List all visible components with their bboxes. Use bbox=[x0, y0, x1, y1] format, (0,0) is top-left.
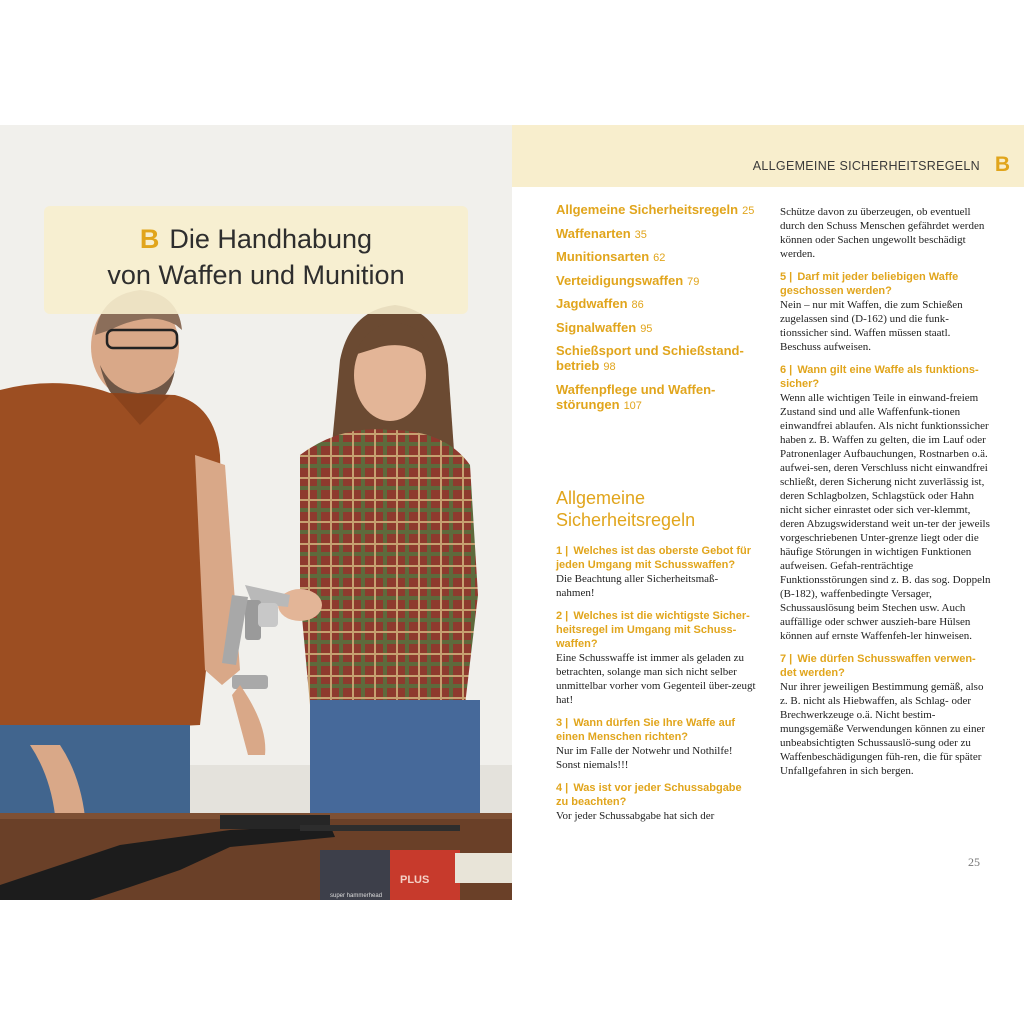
question-text: Was ist vor jeder Schussabgabe zu beachten? bbox=[556, 782, 742, 808]
qa-block bbox=[556, 609, 756, 707]
toc-item-page: 98 bbox=[603, 361, 616, 373]
toc-item[interactable] bbox=[556, 320, 756, 337]
question bbox=[780, 270, 992, 298]
question-text: Darf mit jeder beliebigen Waffe geschossen werden? bbox=[780, 271, 959, 297]
qa-block bbox=[780, 270, 992, 354]
box-label-hammerhead: super hammerhead bbox=[330, 893, 383, 899]
chapter-photo bbox=[0, 125, 512, 900]
answer-text: Wenn alle wichtigen Teile in einwand-freiem Zustand sind und alle Waffenfunk-tionen einwandfrei ablaufen. Als nicht funktionssicher haben z. B. Waffen zu gelten, die im Lauf oder Patronenlager Aufbauchungen, Rostnarben o.ä. aufwei-sen, deren Verschluss nicht einwandfrei schließt, deren Sicherung nicht zuverlässig ist, deren Schlagbolzen, Schlagstück oder Hahn nicht sicher einrastet oder sich ver-klemmt, deren Abzugswiderstand weit un-ter der jeweils vorgeschriebenen Unter-grenze liegt oder die häufige Störungen in wichtigen Funktionen aufweisen. Gefah-renträchtige Funktionsstörungen sind z. B. das sog. Doppeln (B-182), waffenbedingte Versager, Schussauslösung beim Stechen usw. Auch auffällige oder schwer auszieh-bare Hülsen können auf ernste Waffenfeh-ler hinweisen. bbox=[780, 392, 991, 642]
chapter-title-text1: Die Handhabung bbox=[169, 224, 373, 254]
toc-item-label: Schießsport und Schießstand-betrieb bbox=[556, 343, 744, 373]
toc-item-page: 25 bbox=[742, 205, 755, 217]
question bbox=[556, 544, 756, 572]
answer-text: Nur ihrer jeweiligen Bestimmung gemäß, also z. B. nicht als Hiebwaffen, als Schlag- oder Brechwerkzeuge o.ä. Nicht bestim-mungsgemäße Verwendungen können zu einer unbeabsichtigten Schussauslö-sung oder zu Waffenbeschädigungen füh-ren, die für später Unfallgefahren in sich bergen. bbox=[780, 681, 986, 777]
qa-column-left bbox=[556, 544, 756, 832]
running-head: ALLGEMEINE SICHERHEITSREGELN bbox=[752, 159, 980, 173]
qa-block bbox=[556, 716, 756, 772]
answer-text: Vor jeder Schussabgabe hat sich der bbox=[556, 810, 715, 822]
qa-block bbox=[556, 781, 756, 823]
toc-item-label: Waffenarten bbox=[556, 225, 631, 241]
chapter-letter: B bbox=[139, 224, 160, 254]
qa-column-right bbox=[780, 205, 992, 787]
question-text: Wann gilt eine Waffe als funktions-sicher? bbox=[780, 364, 979, 390]
toc-item-page: 95 bbox=[640, 322, 653, 335]
toc-item-label: Jagdwaffen bbox=[556, 296, 628, 311]
toc-item-page: 86 bbox=[631, 299, 644, 311]
answer-text: Nein – nur mit Waffen, die zum Schießen zugelassen sind (D-162) und die funk-tionssicher sind. Waffen müssen staatl. Beschuss aufweisen. bbox=[780, 299, 963, 353]
header-band bbox=[512, 125, 1024, 187]
question-number: 7 | bbox=[780, 653, 793, 665]
section-title-line2: Sicherheitsregeln bbox=[556, 510, 696, 530]
chapter-toc bbox=[556, 202, 756, 420]
question-number: 3 | bbox=[556, 717, 569, 729]
page-number: 25 bbox=[968, 855, 980, 869]
toc-item-page: 35 bbox=[634, 228, 647, 241]
qa-block bbox=[556, 544, 756, 600]
question-number: 4 | bbox=[556, 782, 569, 794]
toc-item-label: Signalwaffen bbox=[556, 319, 637, 335]
question-number: 6 | bbox=[780, 364, 793, 376]
text-page bbox=[512, 125, 1024, 900]
toc-item[interactable] bbox=[556, 296, 756, 313]
answer-text: Nur im Falle der Notwehr und Nothilfe! Sonst niemals!!! bbox=[556, 745, 733, 771]
running-head-letter: B bbox=[994, 153, 1010, 176]
question bbox=[556, 716, 756, 744]
toc-item[interactable] bbox=[556, 202, 756, 219]
book-spread bbox=[0, 125, 1024, 900]
chapter-title-box bbox=[44, 206, 468, 314]
question bbox=[556, 781, 756, 809]
toc-item-page: 107 bbox=[623, 399, 642, 412]
toc-item[interactable] bbox=[556, 273, 756, 290]
question-number: 5 | bbox=[780, 271, 793, 283]
answer-text: Die Beachtung aller Sicherheitsmaß-nahmen! bbox=[556, 573, 719, 599]
box-label-plus: PLUS bbox=[400, 874, 430, 886]
question bbox=[556, 609, 756, 651]
question bbox=[780, 652, 992, 680]
qa-block bbox=[780, 652, 992, 778]
toc-item-label: Waffenpflege und Waffen-störungen bbox=[556, 381, 716, 412]
toc-item[interactable] bbox=[556, 226, 756, 243]
toc-item-label: Allgemeine Sicherheitsregeln bbox=[556, 202, 739, 217]
question-text: Wann dürfen Sie Ihre Waffe auf einen Menschen richten? bbox=[556, 717, 736, 743]
question-text: Wie dürfen Schusswaffen verwen-det werden? bbox=[780, 653, 976, 679]
question-number: 1 | bbox=[556, 545, 569, 557]
section-title-line1: Allgemeine bbox=[556, 488, 646, 508]
toc-item-label: Munitionsarten bbox=[556, 249, 650, 264]
toc-item-page: 79 bbox=[687, 275, 700, 288]
toc-item[interactable] bbox=[556, 249, 756, 266]
question-text: Welches ist das oberste Gebot für jeden Umgang mit Schusswaffen? bbox=[556, 545, 752, 571]
toc-item[interactable] bbox=[556, 382, 756, 414]
answer-text: Eine Schusswaffe ist immer als geladen zu betrachten, solange man sich nicht selber unmittelbar vorher vom Gegenteil über-zeugt hat! bbox=[556, 652, 756, 706]
chapter-title-line1 bbox=[44, 224, 468, 255]
question-number: 2 | bbox=[556, 610, 569, 622]
toc-item-label: Verteidigungswaffen bbox=[556, 272, 684, 288]
chapter-title-line2: von Waffen und Munition bbox=[107, 260, 405, 290]
toc-item-page: 62 bbox=[653, 252, 666, 264]
qa-block bbox=[780, 363, 992, 643]
section-title bbox=[556, 487, 756, 531]
toc-item[interactable] bbox=[556, 343, 756, 375]
answer-continuation: Schütze davon zu überzeugen, ob eventuell durch den Schuss Menschen gefährdet werden können oder Sachen ungewollt beschädigt werden. bbox=[780, 206, 985, 260]
question-text: Welches ist die wichtigste Sicher-heitsregel im Umgang mit Schuss-waffen? bbox=[556, 610, 750, 650]
question bbox=[780, 363, 992, 391]
